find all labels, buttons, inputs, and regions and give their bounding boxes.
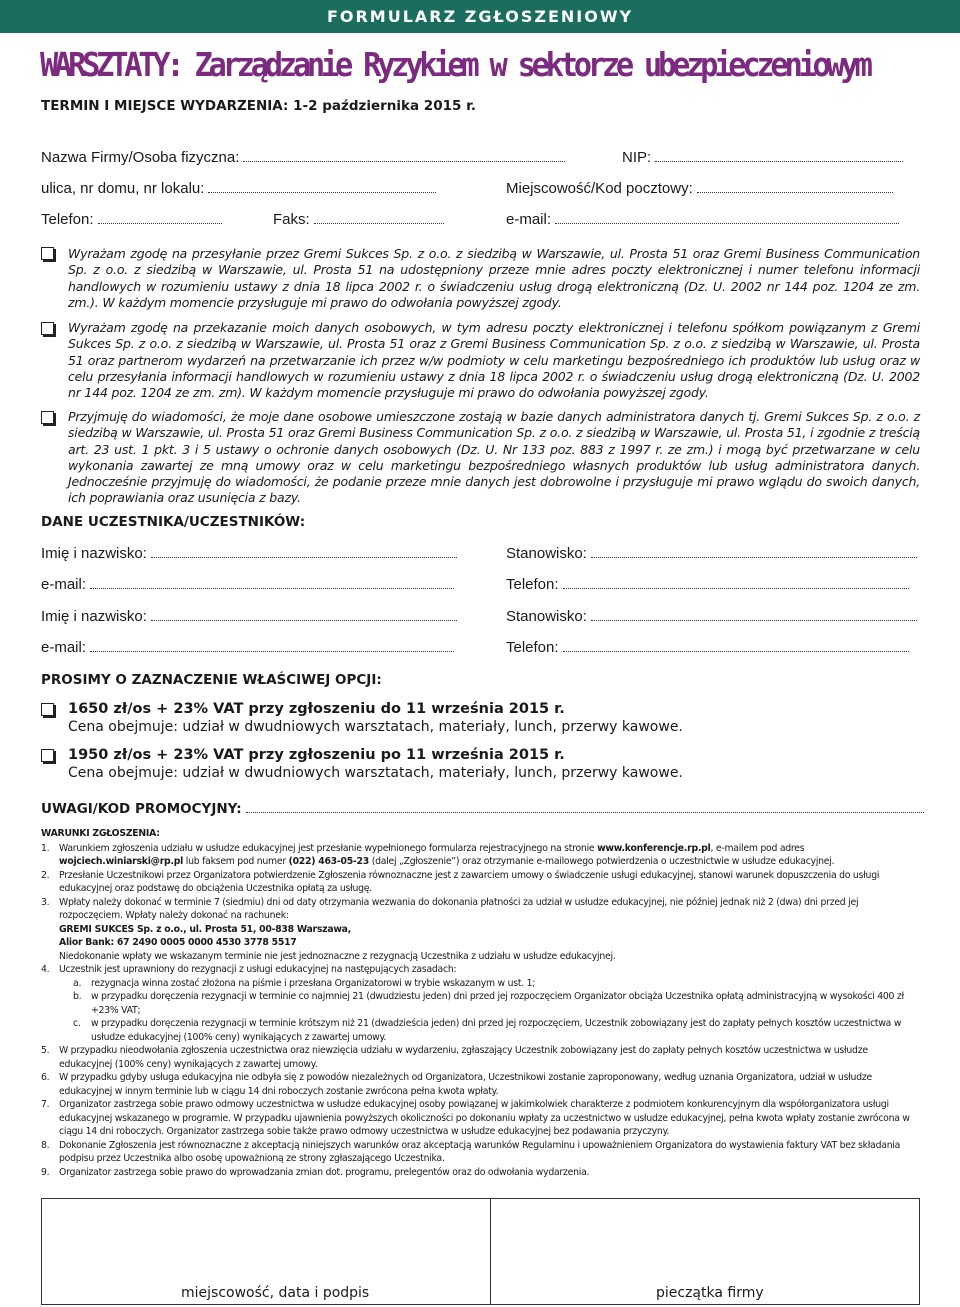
participant-position-label: Stanowisko: [506, 608, 587, 625]
participant-2-position-field[interactable] [506, 606, 917, 627]
city-label: Miejscowość/Kod pocztowy: [506, 180, 693, 197]
participant-name-label: Imię i nazwisko: [41, 608, 147, 625]
participant-1-position-field[interactable] [506, 543, 917, 564]
consent-1-text: Wyrażam zgodę na przesyłanie przez Gremi Sukces Sp. z o.o. z siedzibą w Warszawie, ul. Prosta 51 oraz Gremi Business Communication Sp. z o.o. z siedzibą w Warszawie, ul. Prosta 51 na udostępniony przeze mnie adres poczty elektronicznej i numer telefonu informacji handlowych w rozumieniu ustawy z dnia 18 lipca 2002 r. o świadczeniu usług drogą elektroniczną (Dz. U. 2002 nr 144 poz. 1204 ze zm. zm.). W każdym momencie przysługuje mi prawo do odwołania powyższej zgody. [68, 246, 920, 310]
consent-3-text: Przyjmuję do wiadomości, że moje dane osobowe umieszczone zostają w bazie danych administratora danych tj. Gremi Sukces Sp. z o.o. z siedzibą w Warszawie, ul. Prosta 51 oraz Gremi Business Communication Sp. z o.o. z siedzibą w Warszawie, ul. Prosta 51, i zgodnie z treścią art. 23 ust. 1 pkt. 3 i 5 ustawy o ochronie danych osobowych (Dz. U. Nr 133 poz. 883 z 1997 r. ze zm.) i mogą być przetwarzane w celu wykonania zawartej ze mną umowy oraz w celu marketingu bezpośredniego własnych produktów lub usług administratora danych. Jednocześnie przyjmuję do wiadomości, że podanie przeze mnie danych jest dobrowolne i przysługuje mi prawo wglądu do swoich danych, ich poprawiania oraz usunięcia z bazy. [68, 409, 920, 506]
option-1-desc: Cena obejmuje: udział w dwudniowych warsztatach, materiały, lunch, przerwy kawowe. [68, 719, 683, 735]
participant-phone-label: Telefon: [506, 639, 559, 656]
option-1-checkbox[interactable] [41, 703, 54, 716]
signature-label: miejscowość, data i podpis [181, 1285, 370, 1301]
phone-field[interactable] [41, 209, 222, 230]
email-field[interactable] [506, 209, 899, 230]
fax-field[interactable] [273, 209, 444, 230]
consent-3-checkbox[interactable] [41, 411, 54, 424]
signature-divider [490, 1199, 491, 1304]
option-2-checkbox[interactable] [41, 749, 54, 762]
participant-position-label: Stanowisko: [506, 545, 587, 562]
terms-item-9: 9. Organizator zastrzega sobie prawo do wprowadzania zmian dot. programu, prelegentów oraz do odwołania wydarzenia. [41, 1166, 590, 1178]
terms-item-6: 6. W przypadku gdyby usługa edukacyjna nie odbyła się z powodów niezależnych od Organizatora, Uczestnikowi zostanie zaproponowany, według uznania Organizatora, udział w usłudze edukacyjnej w innym terminie lub w ciągu 14 dni roboczych zostanie zwrócona pełna kwota wpłaty. [41, 1072, 872, 1097]
terms-item-3: 3. Wpłaty należy dokonać w terminie 7 (siedmiu) dni od daty otrzymania wezwania do dokonania płatności za udział w usłudze edukacyjnej, nie później jednak niż 2 (dwa) dni przed jej rozpoczęciem. Wpłaty należy dokonać na rachunek: GREMI SUKCES Sp. z o.o., ul. Prosta 51, 00-838 Warszawa, Alior Bank: 67 2490 0005 0000 4530 3778 5517 Niedokonanie wpłaty we wskazanym terminie nie jest jednoznaczne z rezygnacją Uczestnika z udziału w usłudze edukacyjnej. [41, 896, 859, 962]
company-field[interactable] [41, 147, 565, 168]
participant-1-phone-field[interactable] [506, 574, 909, 595]
terms-item-4a: a. rezygnacja winna zostać złożona na piśmie i przesłana Organizatorowi w trybie wskazanym w ust. 1; [73, 977, 536, 989]
city-field[interactable] [506, 178, 893, 199]
participant-2-phone-field[interactable] [506, 637, 909, 658]
event-term: TERMIN I MIEJSCE WYDARZENIA: 1-2 października 2015 r. [41, 98, 476, 114]
page-title: WARSZTATY: Zarządzanie Ryzykiem w sektorze ubezpieczeniowym [40, 45, 869, 84]
participant-email-label: e-mail: [41, 576, 87, 593]
participant-2-email-field[interactable] [41, 637, 454, 658]
fax-label: Faks: [273, 211, 310, 228]
participant-name-label: Imię i nazwisko: [41, 545, 147, 562]
consent-1-checkbox[interactable] [41, 247, 54, 260]
promo-field[interactable] [41, 798, 924, 819]
participant-1-email-field[interactable] [41, 574, 454, 595]
terms-item-5: 5. W przypadku nieodwołania zgłoszenia uczestnictwa oraz niewzięcia udziału w wydarzeniu, zgłaszający Uczestnik zobowiązany jest do zapłaty pełnych kosztów uczestnictwa w usłudze edukacyjnej (100% ceny) wynikających z zawartej umowy. [41, 1045, 868, 1070]
street-field[interactable] [41, 178, 436, 199]
form-banner: FORMULARZ ZGŁOSZENIOWY [0, 0, 960, 33]
terms-section [41, 827, 921, 1179]
stamp-label: pieczątka firmy [656, 1285, 764, 1301]
consent-2-text: Wyrażam zgodę na przekazanie moich danych osobowych, w tym adresu poczty elektronicznej i telefonu spółkom powiązanym z Gremi Sukces Sp. z o.o. z siedzibą w Warszawie, ul. Prosta 51 oraz z Gremi Business Communication Sp. z o.o. z siedzibą w Warszawie, ul. Prosta 51 oraz partnerom wydarzeń na przetwarzanie ich przez w/w podmioty w celu marketingu bezpośredniego ich produktów lub usług oraz w celu przesyłania informacji handlowych w rozumieniu ustawy z dnia 18 lipca 2002 r. o świadczeniu usług drogą elektroniczną (Dz. U. 2002 nr 144 poz. 1204 ze zm. zm). W każdym momencie przysługuje mi prawo do odwołania powyższej zgody. [68, 320, 920, 401]
terms-item-4b: b. w przypadku doręczenia rezygnacji w terminie co najmniej 21 (dwudziestu jeden) dni przed jej rozpoczęciem Organizator obciąża Uczestnika opłatą administracyjną w wysokości 400 zł +23% VAT; [73, 991, 904, 1016]
participant-2-name-field[interactable] [41, 606, 457, 627]
terms-item-4: 4. Uczestnik jest uprawniony do rezygnacji z usługi edukacyjnej na następujących zasadach: [41, 964, 457, 975]
option-2-desc: Cena obejmuje: udział w dwudniowych warsztatach, materiały, lunch, przerwy kawowe. [68, 765, 683, 781]
street-label: ulica, nr domu, nr lokalu: [41, 180, 205, 197]
promo-label: UWAGI/KOD PROMOCYJNY: [41, 801, 242, 817]
email-label: e-mail: [506, 211, 552, 228]
participants-header: DANE UCZESTNIKA/UCZESTNIKÓW: [41, 514, 306, 530]
options-header: PROSIMY O ZAZNACZENIE WŁAŚCIWEJ OPCJI: [41, 672, 382, 688]
terms-item-1: 1. Warunkiem zgłoszenia udziału w usłudze edukacyjnej jest przesłanie wypełnionego formularza rejestracyjnego na stronie www.konferencje.rp.pl, e-mailem pod adres wojciech.winiarski@rp.pl lub faksem pod numer (022) 463-05-23 (dalej „Zgłoszenie”) oraz otrzymanie e-mailowego potwierdzenia o uczestnictwie w usłudze edukacyjnej. [41, 842, 835, 867]
company-label: Nazwa Firmy/Osoba fizyczna: [41, 149, 240, 166]
phone-label: Telefon: [41, 211, 94, 228]
participant-email-label: e-mail: [41, 639, 87, 656]
terms-item-4c: c. w przypadku doręczenia rezygnacji w terminie krótszym niż 21 (dwadzieścia jeden) dni przed jej rozpoczęciem, Uczestnik zobowiązany jest do zapłaty pełnych kosztów uczestnictwa w usłudze edukacyjnej (100% ceny) wynikających z zawartej umowy. [73, 1018, 902, 1043]
terms-item-8: 8. Dokonanie Zgłoszenia jest równoznaczne z akceptacją niniejszych warunków oraz akceptacją warunków Regulaminu i upoważnieniem Organizatora do wystawienia faktury VAT bez składania podpisu przez Uczestnika albo osobę upoważnioną ze strony zgłaszającego Uczestnika. [41, 1139, 901, 1164]
signature-box[interactable] [41, 1198, 920, 1305]
consent-2-checkbox[interactable] [41, 322, 54, 335]
terms-title: WARUNKI ZGŁOSZENIA: [41, 828, 160, 839]
option-2-price: 1950 zł/os + 23% VAT przy zgłoszeniu po 11 września 2015 r. [68, 747, 565, 763]
terms-item-7: 7. Organizator zastrzega sobie prawo odmowy uczestnictwa w usłudze edukacyjnej osoby powiązanej w jakimkolwiek charakterze z podmiotem konkurencyjnym dla współorganizatora usługi edukacyjnej wskazanego w programie. W przypadku ujawnienia powyższych okoliczności po dokonaniu wpłaty za uczestnictwo w usłudze edukacyjnej, pełna kwota wpłaty zostanie zwrócona w ciągu 14 dni roboczych. Organizator zastrzega sobie także prawo odmowy uczestnictwa w usłudze edukacyjnej bez podawania przyczyny. [41, 1099, 910, 1137]
nip-label: NIP: [622, 149, 652, 166]
participant-1-name-field[interactable] [41, 543, 457, 564]
nip-field[interactable] [622, 147, 903, 168]
option-1-price: 1650 zł/os + 23% VAT przy zgłoszeniu do 11 września 2015 r. [68, 701, 565, 717]
participant-phone-label: Telefon: [506, 576, 559, 593]
terms-item-2: 2. Przesłanie Uczestnikowi przez Organizatora potwierdzenie Zgłoszenia równoznaczne jest z zawarciem umowy o świadczenie usługi edukacyjnej, stanowi warunek dopuszczenia do usługi edukacyjnej oraz podstawę do obciążenia Uczestnika opłatą za usługę. [41, 869, 880, 894]
